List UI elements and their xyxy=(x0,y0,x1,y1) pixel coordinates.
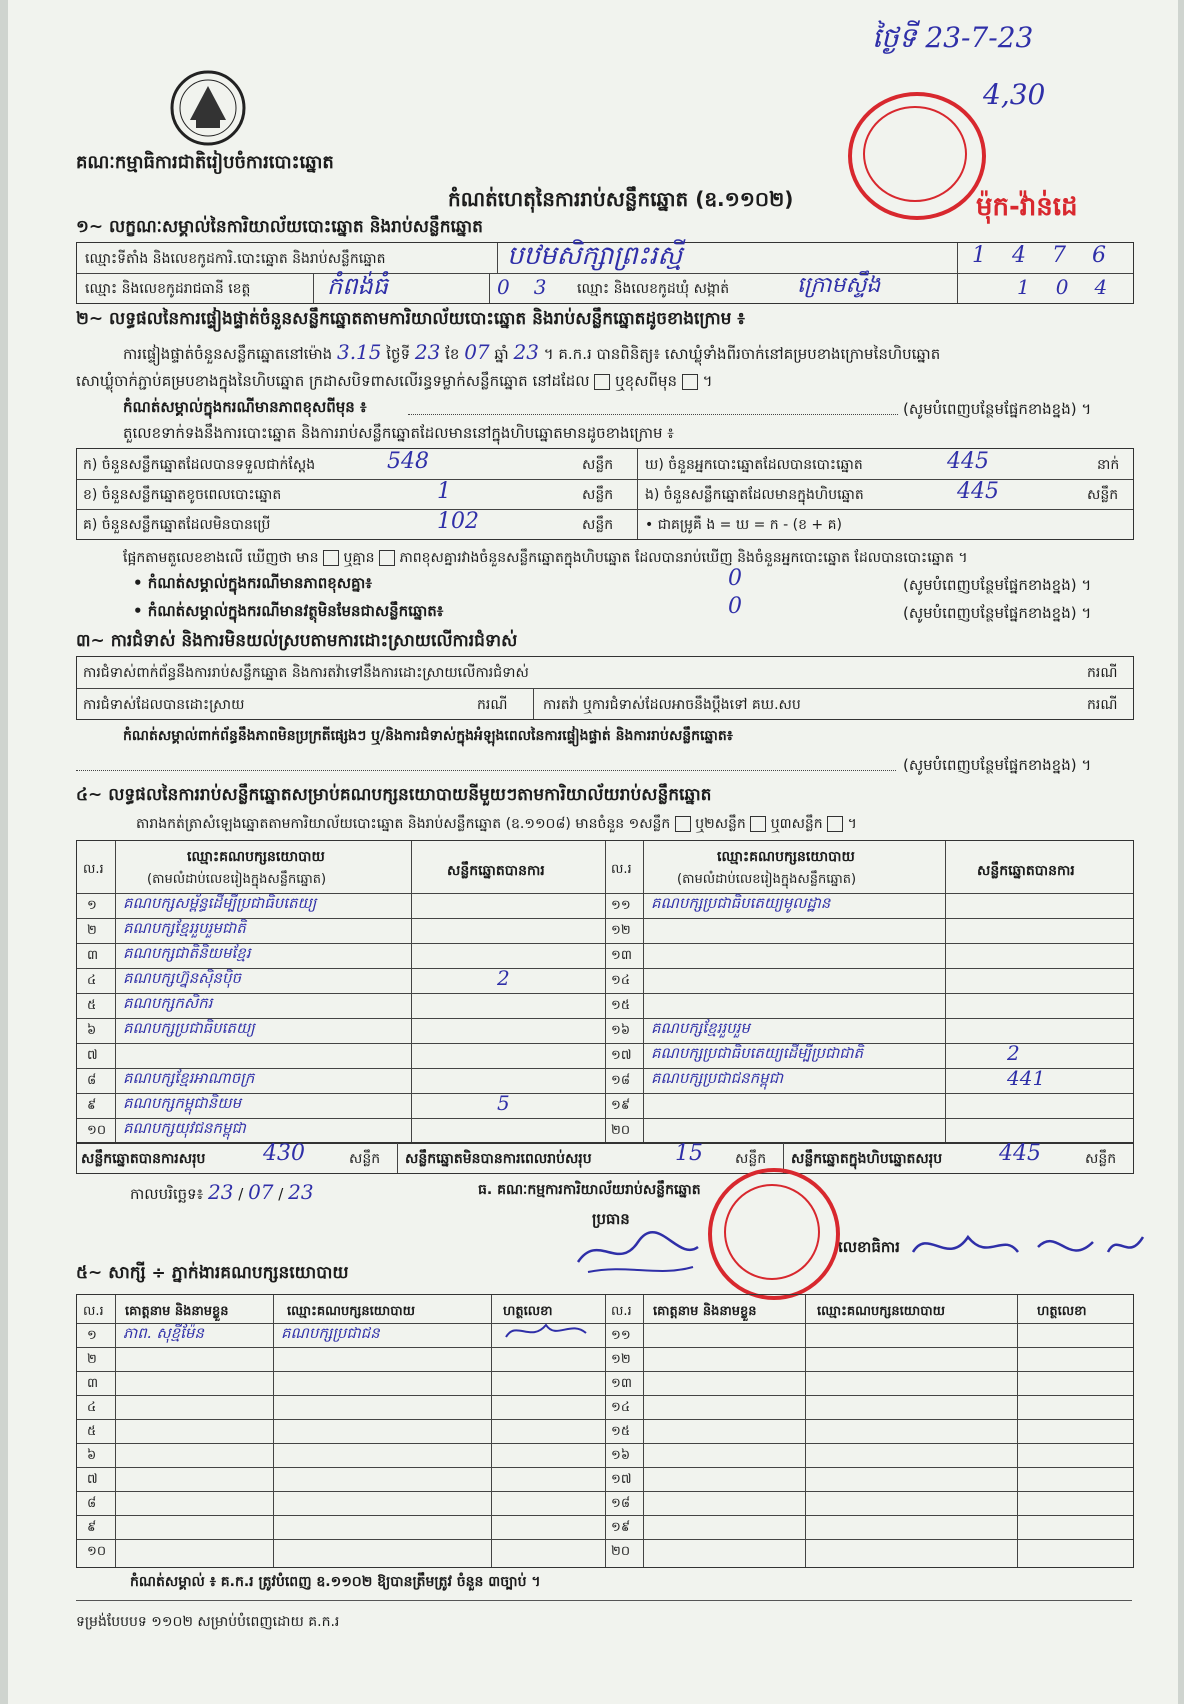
witness-no: ៦ xyxy=(87,1448,97,1463)
received-label: ក) ចំនួនសន្លឹកឆ្នោតដែលបានទទួលជាក់ស្តែង xyxy=(83,457,316,473)
province-code: 03 xyxy=(497,275,571,299)
chair-label: ប្រធាន xyxy=(592,1210,630,1228)
witness-no-right: ១២ xyxy=(611,1352,631,1367)
w-col-sign-right: ហត្ថលេខា xyxy=(1037,1304,1087,1319)
witness-table xyxy=(76,1294,1134,1568)
result-party: គណបក្សកម្ពុជានិយម xyxy=(123,1094,241,1112)
fill-hint-4: (សូមបំពេញបន្ថែមផ្នែកខាងខ្នង) ។ xyxy=(903,756,1092,774)
resolved-unit: ករណី xyxy=(477,697,508,713)
committee-sign-label: ធ. គណៈកម្មការការិយាល័យរាប់សន្លឹកឆ្នោត xyxy=(478,1182,701,1198)
witness-no: ១ xyxy=(87,1328,97,1343)
resolved-label: ការជំទាស់ដែលបានដោះស្រាយ xyxy=(83,697,245,713)
witness-no: ៩ xyxy=(87,1520,97,1535)
w-col-name-left: គោត្តនាម និងនាមខ្លួន xyxy=(125,1304,229,1319)
result-party: គណបក្សខ្មែររួបរួម xyxy=(651,1019,750,1037)
chair-signature xyxy=(568,1222,708,1282)
nec-logo xyxy=(168,68,248,148)
unchanged-checkbox[interactable] xyxy=(594,374,610,390)
results-table xyxy=(76,840,1134,1144)
voters-value: 445 xyxy=(947,449,989,474)
witness-row-divider xyxy=(77,1491,1133,1492)
objections-label: ការជំទាស់ពាក់ព័ន្ធនឹងការរាប់សន្លឹកឆ្នោត និងការតវ៉ាទៅនឹងការដោះស្រាយលើការជំទាស់ xyxy=(83,665,529,681)
bullet-discrepancy: • កំណត់សម្គាល់ក្នុងករណីមានភាពខុសគ្នា៖ xyxy=(133,574,372,592)
result-party: គណបក្សយុវជនកម្ពុជា xyxy=(123,1119,246,1137)
witness-no: ៨ xyxy=(87,1496,97,1511)
form-code: ទម្រង់បែបបទ ១១០២ សម្រាប់បំពេញដោយ គ.ក.រ xyxy=(76,1614,340,1630)
province-label: ឈ្មោះ និងលេខកូដរាជធានី ខេត្ត xyxy=(85,281,251,297)
appeal-label: ការតវ៉ា ឬការជំទាស់ដែលអាចនឹងប្តឹងទៅ គឃ.សប xyxy=(543,697,801,713)
verification-line: ការផ្ទៀងផ្ទាត់ចំនួនសន្លឹកឆ្នោតនៅម៉ោង 3.15 ថ្ងៃទី 23 ខែ 07 ឆ្នាំ 23 ។ គ.ក.រ បានពិនិត្យ៖ សោឃ្លុំទាំងពីរចាក់នៅគម្របខាងក្រោមនៃហិបឆ្នោត xyxy=(123,340,941,364)
result-votes: 441 xyxy=(1007,1066,1046,1090)
total-box-label: សន្លឹកឆ្នោតក្នុងហិបឆ្នោតសរុប xyxy=(791,1151,943,1167)
commune-name: ក្រោមស្ទឹង xyxy=(797,273,881,298)
difference-note-heading: កំណត់សម្គាល់ក្នុងករណីមានភាពខុសពីមុន ៖ xyxy=(123,398,367,416)
footer-divider xyxy=(76,1600,1132,1601)
result-party: គណបក្សខ្មែររួបរួមជាតិ xyxy=(123,919,246,937)
counts-table xyxy=(76,448,1134,540)
col-no-left: ល.រ xyxy=(83,862,104,877)
witness-no: ៥ xyxy=(87,1424,97,1439)
fill-hint: (សូមបំពេញបន្ថែមផ្នែកខាងខ្នង) ។ xyxy=(903,400,1092,418)
bullet-discrepancy-value: 0 xyxy=(728,566,742,591)
bullet-foreign-object: • កំណត់សម្គាល់ក្នុងករណីមានវត្ថុមិនមែនជាសន្លឹកឆ្នោត៖ xyxy=(133,602,444,620)
witness-party: គណបក្សប្រជាជន xyxy=(281,1324,380,1342)
sheet2-checkbox[interactable] xyxy=(750,816,766,832)
result-no: ៥ xyxy=(87,998,97,1013)
witness-no-right: ១៤ xyxy=(611,1400,631,1415)
fill-hint-2: (សូមបំពេញបន្ថែមផ្នែកខាងខ្នង) ។ xyxy=(903,576,1092,594)
spoiled-unit: សន្លឹក xyxy=(582,487,614,503)
station-code: 1476 xyxy=(972,243,1132,268)
discrepancy-yes-checkbox[interactable] xyxy=(323,550,339,566)
result-no: ៣ xyxy=(87,948,99,963)
result-votes: 2 xyxy=(1007,1041,1020,1065)
witness-no: ៤ xyxy=(87,1400,97,1415)
corner-code-stamp: ម៉ុក-វ៉ាន់ដេ xyxy=(976,192,1078,222)
witness-no-right: ១៥ xyxy=(611,1424,631,1439)
unused-unit: សន្លឹក xyxy=(582,517,614,533)
footer-note: កំណត់សម្គាល់ ៖ គ.ក.រ ត្រូវបំពេញ ឧ.១១០២ ឱ្យបានត្រឹមត្រូវ ចំនួន ៣ច្បាប់ ។ xyxy=(130,1574,541,1590)
result-party: គណបក្សជាតិនិយមខ្មែរ xyxy=(123,944,251,962)
province-name: កំពង់ធំ xyxy=(327,272,388,300)
totals-row xyxy=(76,1142,1134,1174)
discrepancy-line: ផ្អែកតាមតួលេខខាងលើ ឃើញថា មាន ឬគ្មាន ភាពខុសគ្នារវាងចំនួនសន្លឹកឆ្នោតក្នុងហិបឆ្នោត ដែលបានរាប់ឃើញ និងចំនួនអ្នកបោះឆ្នោត ដែលបានបោះឆ្នោត ។ xyxy=(123,550,968,566)
w-col-no-left: ល.រ xyxy=(83,1304,104,1319)
result-party: គណបក្សប្រជាធិបតេយ្យ xyxy=(123,1019,255,1037)
total-invalid-unit: សន្លឹក xyxy=(735,1151,767,1167)
official-seal-top-inner xyxy=(863,106,967,202)
total-invalid-value: 15 xyxy=(675,1141,703,1166)
commune-code: 104 xyxy=(1017,275,1134,299)
results-row-divider xyxy=(77,993,1133,994)
total-valid-unit: សន្លឹក xyxy=(349,1151,381,1167)
result-party: គណបក្សសម្ព័ន្ធដើម្បីប្រជាធិបតេយ្យ xyxy=(123,894,317,912)
witness-no: ១០ xyxy=(87,1544,107,1559)
ballots-in-box-value: 445 xyxy=(957,479,999,504)
witness-no-right: ១១ xyxy=(611,1328,631,1343)
witness-no-right: ២០ xyxy=(611,1544,631,1559)
witness-no-right: ១៣ xyxy=(611,1376,632,1391)
formula: • ជាគម្រូគឺ ង = ឃ = ក - (ខ + គ) xyxy=(645,517,842,533)
witness-row-divider xyxy=(77,1323,1133,1324)
witness-row-divider xyxy=(77,1347,1133,1348)
witness-row-divider xyxy=(77,1395,1133,1396)
result-no: ៩ xyxy=(87,1098,97,1113)
spoiled-value: 1 xyxy=(437,479,451,504)
dotted-line xyxy=(408,414,898,415)
irregularity-note: កំណត់សម្គាល់ពាក់ព័ន្ធនឹងភាពមិនប្រក្រតីផ្សេងៗ ឬ/និងការជំទាស់ក្នុងអំឡុងពេលនៃការផ្ទៀងផ្ទាត់ និងការរាប់សន្លឹកឆ្នោត៖ xyxy=(123,728,733,744)
changed-checkbox[interactable] xyxy=(682,374,698,390)
sheet-count-line: តារាងកត់ត្រាសំឡេងឆ្នោតតាមការិយាល័យបោះឆ្នោត និងរាប់សន្លឹកឆ្នោត (ឧ.១១០៨) មានចំនួន ១សន្លឹក ឬ២សន្លឹក ឬ៣សន្លឹក ។ xyxy=(136,816,857,832)
witness-no: ៣ xyxy=(87,1376,99,1391)
witness-name: ភាព. សុខ្មីម៉ែន xyxy=(123,1324,204,1342)
result-votes: 5 xyxy=(497,1091,510,1115)
witness-no-right: ១៦ xyxy=(611,1448,631,1463)
ballots-in-box-unit: សន្លឹក xyxy=(1087,487,1119,503)
col-party-sub-right: (តាមលំដាប់លេខរៀងក្នុងសន្លឹកឆ្នោត) xyxy=(677,872,857,887)
witness-no-right: ១៨ xyxy=(611,1496,631,1511)
fill-hint-3: (សូមបំពេញបន្ថែមផ្នែកខាងខ្នង) ។ xyxy=(903,604,1092,622)
section1-title: ១~ លក្ខណៈសម្គាល់នៃការិយាល័យបោះឆ្នោត និងរាប់សន្លឹកឆ្នោត xyxy=(76,217,483,237)
ballots-in-box-label: ង) ចំនួនសន្លឹកឆ្នោតដែលមានក្នុងហិបឆ្នោត xyxy=(645,487,864,503)
result-party: គណបក្សប្រជាធិបតេយ្យដើម្បីប្រជាជាតិ xyxy=(651,1044,864,1062)
witness-no: ២ xyxy=(87,1352,97,1367)
result-no: ៦ xyxy=(87,1023,97,1038)
corner-date-note: ថ្ងៃទី 23-7-23 xyxy=(872,21,1034,54)
objections-table xyxy=(76,656,1134,720)
counts-intro: តួលេខទាក់ទងនឹងការបោះឆ្នោត និងការរាប់សន្លឹកឆ្នោតដែលមាននៅក្នុងហិបឆ្នោតមានដូចខាងក្រោម ៖ xyxy=(123,424,674,442)
sheet3-checkbox[interactable] xyxy=(827,816,843,832)
result-votes: 2 xyxy=(497,966,510,990)
col-votes-left: សន្លឹកឆ្នោតបានការ xyxy=(447,863,545,879)
result-no: ២ xyxy=(87,923,97,938)
w-col-party-right: ឈ្មោះគណបក្សនយោបាយ xyxy=(817,1304,945,1319)
witness-row-divider xyxy=(77,1539,1133,1540)
result-no: ៨ xyxy=(87,1073,97,1088)
station-label: ឈ្មោះទីតាំង និងលេខកូដការិ.បោះឆ្នោត និងរាប់សន្លឹកឆ្នោត xyxy=(85,251,386,267)
total-valid-value: 430 xyxy=(263,1141,305,1166)
received-value: 548 xyxy=(387,449,429,474)
section1-table xyxy=(76,242,1134,304)
section2-title: ២~ លទ្ធផលនៃការផ្ទៀងផ្ទាត់ចំនួនសន្លឹកឆ្នោតតាមការិយាល័យបោះឆ្នោត និងរាប់សន្លឹកឆ្នោតដូចខាងក្រោម ៖ xyxy=(76,309,745,329)
result-party: គណបក្សខ្មែរអាណាចក្រ xyxy=(123,1069,255,1087)
total-invalid-label: សន្លឹកឆ្នោតមិនបានការពេលរាប់សរុប xyxy=(405,1151,592,1167)
w-col-sign-left: ហត្ថលេខា xyxy=(503,1304,553,1319)
witness-row-divider xyxy=(77,1371,1133,1372)
bullet-foreign-object-value: 0 xyxy=(728,594,742,619)
result-no: ១៥ xyxy=(611,998,631,1013)
col-votes-right: សន្លឹកឆ្នោតបានការ xyxy=(977,863,1075,879)
discrepancy-no-checkbox[interactable] xyxy=(379,550,395,566)
result-no: ១៣ xyxy=(611,948,632,963)
result-no: ១១ xyxy=(611,898,631,913)
sheet1-checkbox[interactable] xyxy=(675,816,691,832)
col-party-left: ឈ្មោះគណបក្សនយោបាយ xyxy=(187,849,325,865)
secretary-label: លេខាធិការ xyxy=(838,1238,900,1256)
result-no: ៤ xyxy=(87,973,97,988)
result-party: គណបក្សប្រជាជនកម្ពុជា xyxy=(651,1069,783,1087)
official-seal-bottom-inner xyxy=(724,1184,820,1280)
witness-row-divider xyxy=(77,1515,1133,1516)
unused-value: 102 xyxy=(437,509,479,534)
appeal-unit: ករណី xyxy=(1087,697,1118,713)
witness-no-right: ១៧ xyxy=(611,1472,632,1487)
objections-unit: ករណី xyxy=(1087,665,1118,681)
witness-row-divider xyxy=(77,1467,1133,1468)
results-row-divider xyxy=(77,1043,1133,1044)
col-party-sub-left: (តាមលំដាប់លេខរៀងក្នុងសន្លឹកឆ្នោត) xyxy=(147,872,327,887)
result-party: គណបក្សកសិករ xyxy=(123,994,213,1012)
total-box-value: 445 xyxy=(999,1141,1041,1166)
total-valid-label: សន្លឹកឆ្នោតបានការសរុប xyxy=(81,1151,206,1167)
witness-row-divider xyxy=(77,1419,1133,1420)
spoiled-label: ខ) ចំនួនសន្លឹកឆ្នោតខូចពេលបោះឆ្នោត xyxy=(83,487,282,503)
result-no: ១៨ xyxy=(611,1073,631,1088)
result-no: ១៦ xyxy=(611,1023,631,1038)
dotted-line-2 xyxy=(76,770,896,771)
result-no: ១ xyxy=(87,898,97,913)
witness-no-right: ១៩ xyxy=(611,1520,631,1535)
station-name: បឋមសិក្សាព្រះរស្មី xyxy=(507,241,683,271)
result-no: ១៧ xyxy=(611,1048,632,1063)
witness-no: ៧ xyxy=(87,1472,98,1487)
voters-label: ឃ) ចំនួនអ្នកបោះឆ្នោតដែលបានបោះឆ្នោត xyxy=(645,457,863,473)
w-col-party-left: ឈ្មោះគណបក្សនយោបាយ xyxy=(287,1304,415,1319)
result-party: គណបក្សប្រជាធិបតេយ្យមូលដ្ឋាន xyxy=(651,894,831,912)
col-no-right: ល.រ xyxy=(611,862,632,877)
section5-title: ៥~ សាក្សី ÷ ភ្នាក់ងារគណបក្សនយោបាយ xyxy=(76,1263,349,1283)
voters-unit: នាក់ xyxy=(1097,457,1120,473)
form-title: កំណត់ហេតុនៃការរាប់សន្លឹកឆ្នោត (ឧ.១១០២) xyxy=(448,187,794,211)
commune-label: ឈ្មោះ និងលេខកូដឃុំ សង្កាត់ xyxy=(577,281,730,297)
seal-line: សោឃ្លុំចាក់ភ្ជាប់គម្របខាងក្នុងនៃហិបឆ្នោត ក្រដាសបិទពាសលើរន្ធទម្លាក់សន្លឹកឆ្នោត នៅដដែល ឬខុសពីមុន ។ xyxy=(76,372,713,390)
total-box-unit: សន្លឹក xyxy=(1085,1151,1117,1167)
result-no: ១២ xyxy=(611,923,631,938)
result-party: គណបក្សហ្វ៊ុនស៊ិនប៉ិច xyxy=(123,969,241,987)
received-unit: សន្លឹក xyxy=(582,457,614,473)
secretary-signature xyxy=(908,1222,1148,1272)
form-sheet xyxy=(8,0,1178,1704)
w-col-name-right: គោត្តនាម និងនាមខ្លួន xyxy=(653,1304,757,1319)
result-no: ៧ xyxy=(87,1048,98,1063)
committee-name: គណៈកម្មាធិការជាតិរៀបចំការបោះឆ្នោត xyxy=(76,152,334,173)
w-col-no-right: ល.រ xyxy=(611,1304,632,1319)
corner-time-note: 4,30 xyxy=(983,78,1046,111)
section3-title: ៣~ ការជំទាស់ និងការមិនយល់ស្របតាមការដោះស្រាយលើការជំទាស់ xyxy=(76,631,518,651)
witness-row-divider xyxy=(77,1443,1133,1444)
result-no: ២០ xyxy=(611,1123,631,1138)
date-line: កាលបរិច្ឆេទ៖ 23 / 07 / 23 xyxy=(130,1180,314,1204)
result-no: ១៩ xyxy=(611,1098,631,1113)
col-party-right: ឈ្មោះគណបក្សនយោបាយ xyxy=(717,849,855,865)
witness-signature xyxy=(501,1315,591,1345)
section4-title: ៤~ លទ្ធផលនៃការរាប់សន្លឹកឆ្នោតសម្រាប់គណបក្សនយោបាយនីមួយៗតាមការិយាល័យរាប់សន្លឹកឆ្នោត xyxy=(76,785,712,805)
result-no: ១៤ xyxy=(611,973,631,988)
result-no: ១០ xyxy=(87,1123,107,1138)
unused-label: គ) ចំនួនសន្លឹកឆ្នោតដែលមិនបានប្រើ xyxy=(83,517,271,533)
